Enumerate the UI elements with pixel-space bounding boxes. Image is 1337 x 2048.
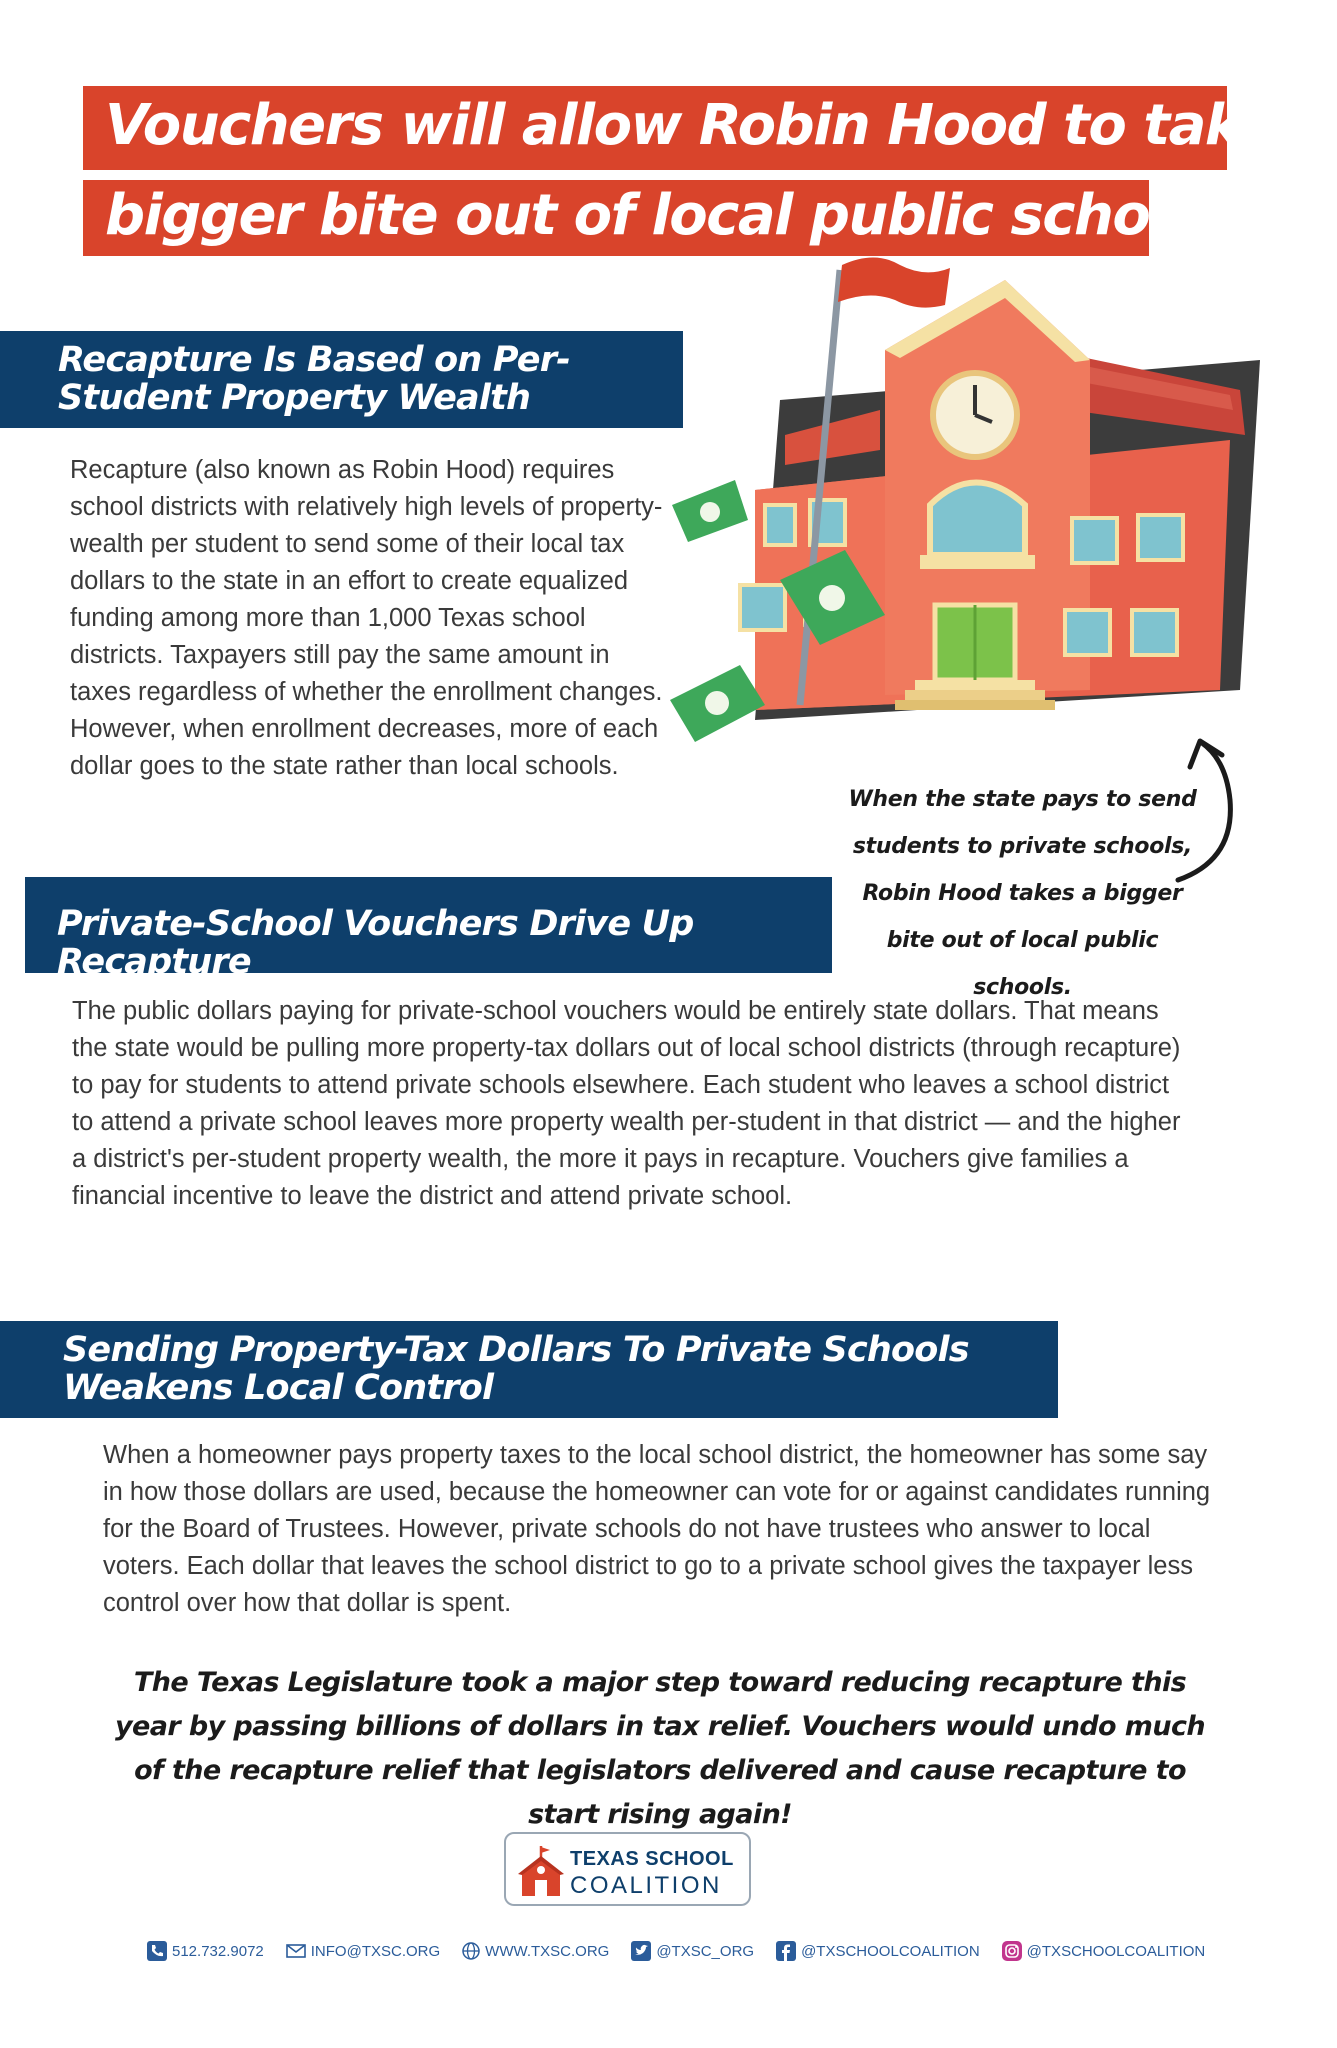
- section-body-local-control: When a homeowner pays property taxes to the local school district, the homeowner has some say in how those dollars are used, because the homeowner can vote for or against candidates running for the Board of Trustees. However, private schools do not have trustees who answer to local voters. Each dollar that leaves the school district to go to a private school gives the taxpayer less control over how that dollar is spent.: [103, 1441, 1211, 1617]
- section-body-recapture: Recapture (also known as Robin Hood) requires school districts with relatively high levels of property-wealth per student to send some of their local tax dollars to the state in an effort to create equalized funding among more than 1,000 Texas school districts. Taxpayers still pay the same amount in taxes regardless of whether the enrollment changes. However, when enrollment decreases, more of each dollar goes to the state rather than local schools.: [70, 456, 663, 780]
- email-address: INFO@TXSC.ORG: [310, 1942, 441, 1960]
- section-heading-vouchers: Private-School Vouchers Drive Up Recapture: [25, 877, 832, 973]
- contact-footer: [147, 1938, 1247, 1964]
- page-title-line-1: Vouchers will allow Robin Hood to take a: [83, 86, 1227, 170]
- callout-caption: When the state pays to send students to private schools, Robin Hood takes a bigger bite out of local public schools.: [848, 787, 1197, 1000]
- facebook-icon: [776, 1941, 796, 1961]
- dollar-bill-icon: [672, 480, 748, 542]
- section-heading-recapture: Recapture Is Based on Per-Student Property Wealth: [0, 331, 683, 428]
- logo-text-line-1: TEXAS SCHOOL: [570, 1848, 734, 1870]
- footer-instagram[interactable]: [1002, 1941, 1206, 1961]
- phone-number: 512.732.9072: [172, 1942, 264, 1960]
- phone-icon: [147, 1941, 167, 1961]
- instagram-icon: [1002, 1941, 1022, 1961]
- logo-text-line-2: COALITION: [570, 1872, 722, 1899]
- section-body-vouchers: The public dollars paying for private-school vouchers would be entirely state dollars. That means the state would be pulling more property-tax dollars out of local school districts (through recapture) to pay for students to attend private schools elsewhere. Each student who leaves a school district to attend a private school leaves more property wealth per-student in that district — and the higher a district's per-student property wealth, the more it pays in recapture. Vouchers give families a financial incentive to leave the district and attend private school.: [72, 997, 1181, 1210]
- facebook-handle: @TXSCHOOLCOALITION: [801, 1942, 980, 1960]
- school-building-icon: [660, 250, 1260, 750]
- closing-statement: The Texas Legislature took a major step toward reducing recapture this year by passing billions of dollars in tax relief. Vouchers would undo much of the recapture relief that legislators delivered and cause recapture to start rising again!: [115, 1667, 1205, 1830]
- footer-twitter[interactable]: [631, 1941, 754, 1961]
- section-heading-local-control: Sending Property-Tax Dollars To Private Schools Weakens Local Control: [0, 1321, 1058, 1418]
- page-title-line-2: bigger bite out of local public schools.: [83, 180, 1149, 256]
- footer-facebook[interactable]: [776, 1941, 980, 1961]
- coalition-logo: [504, 1832, 751, 1906]
- instagram-handle: @TXSCHOOLCOALITION: [1026, 1942, 1206, 1960]
- dollar-bill-icon: [670, 665, 765, 742]
- globe-icon: [462, 1942, 480, 1960]
- mail-icon: [286, 1944, 306, 1958]
- twitter-icon: [631, 1941, 651, 1961]
- website-url: WWW.TXSC.ORG: [485, 1942, 610, 1960]
- footer-email[interactable]: [286, 1943, 440, 1960]
- footer-phone[interactable]: [147, 1941, 264, 1961]
- schoolhouse-logo-icon: [518, 1844, 564, 1898]
- footer-website[interactable]: [462, 1942, 609, 1960]
- twitter-handle: @TXSC_ORG: [656, 1942, 755, 1960]
